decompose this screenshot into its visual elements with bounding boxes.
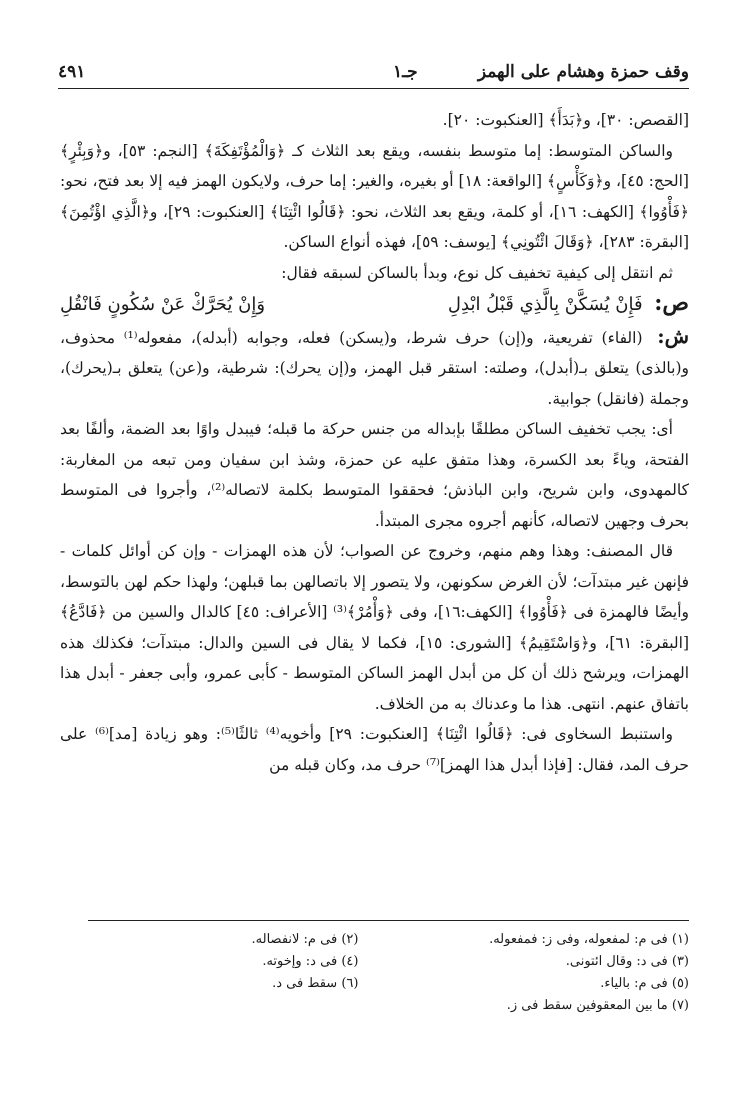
paragraph-4: أى: يجب تخفيف الساكن مطلقًا بإبداله من جنس حركة ما قبله؛ فيبدل واوًا بعد الضمة، وألفًا بعد الفتحة، وياءً بعد الكسرة، وهذا متفق عليه عن حمزة، وشذ ابن سفيان ومن تبعه من المغاربة: كالمهدوى، وابن شريح، وابن الباذش؛ فحققوا المتوسط بكلمة لاتصاله⁽²⁾، وأجروا فى المتوسط بحرف وجهين لاتصاله، كأنهم أجروه مجرى المبتدأ. bbox=[60, 420, 690, 530]
footnote-2 bbox=[88, 929, 358, 951]
footnote-text: فى د: وإخوته. bbox=[262, 954, 338, 969]
poem-verse bbox=[60, 288, 689, 321]
footnote-number: (١) bbox=[671, 932, 689, 947]
page-number: ٤٩١ bbox=[58, 62, 86, 82]
footnotes bbox=[88, 920, 689, 1017]
verse-second-half: وَإِنْ يُحَرَّكْ عَنْ سُكُونٍ فَانْقُلِ bbox=[60, 294, 266, 315]
commentary-marker: ش: bbox=[657, 323, 689, 348]
paragraph-3: ثم انتقل إلى كيفية تخفيف كل نوع، وبدأ بالساكن لسبقه فقال: bbox=[281, 263, 673, 282]
footnote-5 bbox=[358, 973, 689, 995]
paragraph-5: قال المصنف: وهذا وهم منهم، وخروج عن الصواب؛ لأن هذه الهمزات - وإن كن أوائل كلمات - فإنهن غير مبتدآت؛ لأن الغرض سكونهن، ولا يتصور إلا باتصالهن بما قبلهن؛ ولهذا حكم لهن بالتوسط، وأيضًا فالهمزة فى ﴿فَأْوُوا﴾ [الكهف:١٦]، وفى ﴿وَأْمُرْ﴾⁽³⁾ [الأعراف: ٤٥] كالدال والسين من ﴿فَادَّعُ﴾ [البقرة: ٦١]، و﴿وَاسْتَقِيمُ﴾ [الشورى: ١٥]، فكما لا يقال فى السين والدال: مبتدآت؛ فكذلك هذه الهمزات، ويرشح ذلك أن كل من أبدل الهمز الساكن المتوسط - كأبى عمرو، وأبى جعفر - أبدل هذا باتفاق عنهم. انتهى. هذا ما وعدناك به من الخلاف. bbox=[60, 542, 689, 713]
footnote-row bbox=[88, 951, 689, 973]
footnote-row bbox=[88, 973, 689, 995]
footnote-text: فى م: لانفصاله. bbox=[251, 932, 338, 947]
footnote-text: ما بين المعقوفين سقط فى ز. bbox=[506, 998, 668, 1013]
commentary-text: (الفاء) تفريعية، و(إن) حرف شرط، و(يسكن) فعله، وجوابه (أبدله)، مفعوله⁽¹⁾ محذوف، و(بالذى) يتعلق بـ(أبدل)، وصلته: استقر قبل الهمز، و(إن يحرك): شرطية، و(عن) يتعلق بـ(يحرك)، وجملة (فانقل) جوابية. bbox=[60, 328, 689, 408]
footnote-text: فى د: وقال ائتونى. bbox=[565, 954, 668, 969]
running-header bbox=[58, 58, 689, 89]
footnote-number: (٧) bbox=[671, 998, 689, 1013]
footnote-number: (٣) bbox=[671, 954, 689, 969]
footnote-text: فى م: بالياء. bbox=[600, 976, 668, 991]
main-text bbox=[60, 105, 689, 780]
verse-first-half-text: فَإِنْ يُسَكَّنْ بِالَّذِي قَبْلُ ابْدِلِ bbox=[447, 294, 643, 315]
volume-label: جـ١ bbox=[393, 62, 418, 82]
footnote-number: (٥) bbox=[671, 976, 689, 991]
footnote-row bbox=[88, 995, 689, 1017]
footnote-3 bbox=[358, 951, 689, 973]
footnote-4 bbox=[88, 951, 358, 973]
footnote-number: (٤) bbox=[341, 954, 359, 969]
verse-marker: ص: bbox=[654, 290, 689, 316]
footnote-7 bbox=[358, 995, 689, 1017]
paragraph-6: واستنبط السخاوى فى: ﴿قَالُوا ائْتِنَا﴾ [العنكبوت: ٢٩] وأخويه⁽⁴⁾ ثالثًا⁽⁵⁾: وهو زيادة [مد]⁽⁶⁾ على حرف المد، فقال: [فإذا أبدل هذا الهمز]⁽⁷⁾ حرف مد، وكان قبله من bbox=[60, 725, 689, 774]
paragraph-2: والساكن المتوسط: إما متوسط بنفسه، ويقع بعد الثلاث كـ ﴿وَالْمُؤْتَفِكَةَ﴾ [النجم: ٥٣]، و﴿وَبِئْرٍ﴾ [الحج: ٤٥]، و﴿وَكَأْسٍ﴾ [الواقعة: ١٨] أو بغيره، والغير: إما حرف، ولايكون الهمز فيه إلا بعد فتح، نحو: ﴿فَأْوُوا﴾ [الكهف: ١٦]، أو كلمة، ويقع بعد الثلاث، نحو: ﴿قَالُوا ائْتِنَا﴾ [العنكبوت: ٢٩]، و﴿الَّذِي اؤْتُمِنَ﴾ [البقرة: ٢٨٣]، ﴿وَقَالَ ائْتُونِي﴾ [يوسف: ٥٩]، فهذه أنواع الساكن. bbox=[60, 141, 689, 251]
chapter-title: وقف حمزة وهشام على الهمز bbox=[477, 62, 689, 82]
footnote-text: سقط فى د. bbox=[272, 976, 338, 991]
footnote-row bbox=[88, 929, 689, 951]
footnote-text: فى م: لمفعوله، وفى ز: فمفعوله. bbox=[489, 932, 668, 947]
paragraph-1: [القصص: ٣٠]، و﴿بَدَأَ﴾ [العنكبوت: ٢٠]. bbox=[442, 111, 689, 129]
footnote-1 bbox=[358, 929, 689, 951]
commentary-paragraph bbox=[60, 321, 689, 415]
footnote-6 bbox=[88, 973, 358, 995]
verse-first-half bbox=[448, 288, 689, 321]
footnote-number: (٦) bbox=[341, 976, 359, 991]
footnote-number: (٢) bbox=[341, 932, 359, 947]
